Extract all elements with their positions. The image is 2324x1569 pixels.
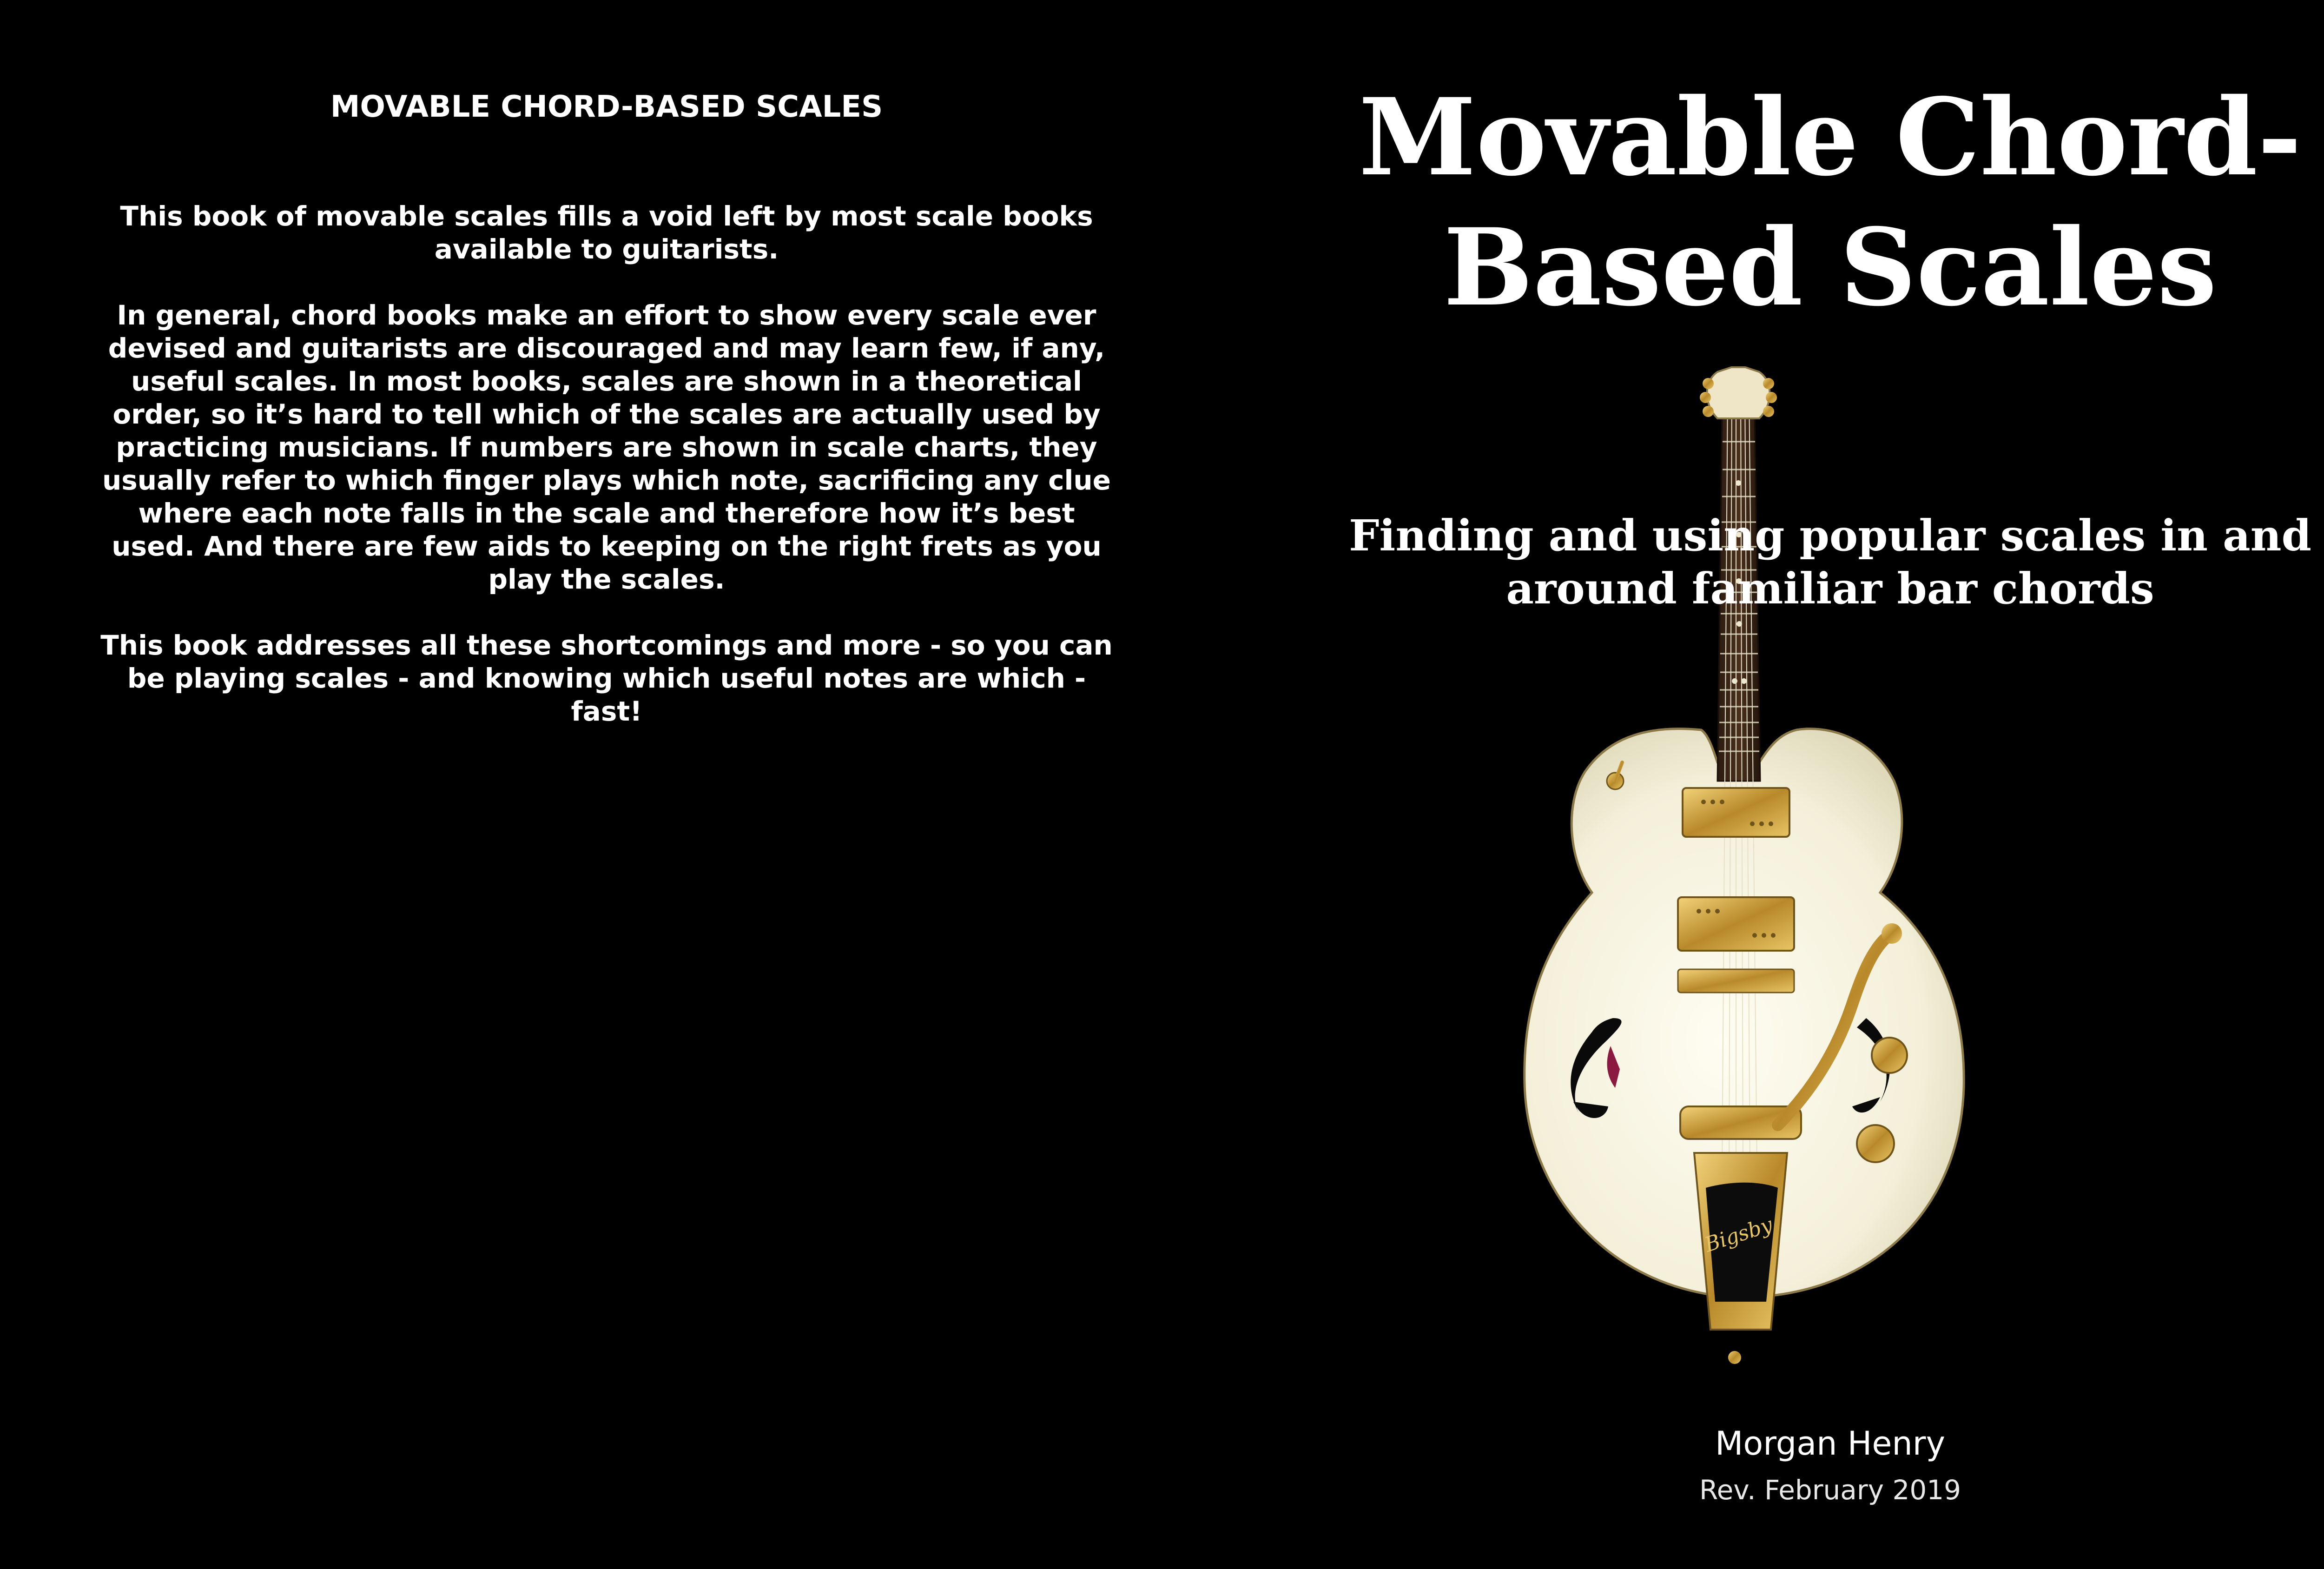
volume-knob — [1872, 1038, 1907, 1073]
neck-pickup — [1683, 788, 1789, 837]
blurb-paragraph-1: This book of movable scales fills a void left by most scale books available to guitarists. — [120, 200, 1093, 265]
front-cover-title — [1220, 72, 2324, 332]
strap-button — [1728, 1351, 1741, 1364]
back-cover-title: MOVABLE CHORD-BASED SCALES — [330, 90, 883, 124]
guitar-headstock — [1707, 367, 1770, 418]
front-cover-subtitle: Finding and using popular scales in and around familiar bar chords — [1349, 510, 2311, 614]
bigsby-logo: Bigsby — [1702, 1212, 1776, 1257]
blurb-paragraph-2: In general, chord books make an effort to show every scale ever devised and guitarists are discouraged and may learn few, if any, useful scales. In most books, scales are shown in a theoretical order, so it’s hard to tell which of the scales are actually used by practicing musicians. If numbers are shown in scale charts, they usually refer to which finger plays which note, sacrificing any clue where each note falls in the scale and therefore how it’s best used. And there are few aids to keeping on the right frets as you play the scales. — [102, 299, 1111, 595]
author-name: Morgan Henry — [1715, 1424, 1945, 1463]
title-line-1: Movable Chord- — [1359, 75, 2302, 199]
blurb-paragraph-3: This book addresses all these shortcomings and more - so you can be playing scales - and knowing which useful notes are which - fast! — [100, 629, 1113, 727]
vibrato-arm-tip — [1882, 923, 1902, 944]
front-cover — [1220, 0, 2324, 1569]
back-cover-blurb — [100, 200, 1113, 761]
bridge-pickup — [1678, 897, 1794, 951]
tone-knob — [1857, 1125, 1894, 1162]
title-line-2: Based Scales — [1443, 205, 2217, 330]
bridge — [1678, 969, 1794, 993]
revision-date: Rev. February 2019 — [1699, 1474, 1961, 1506]
